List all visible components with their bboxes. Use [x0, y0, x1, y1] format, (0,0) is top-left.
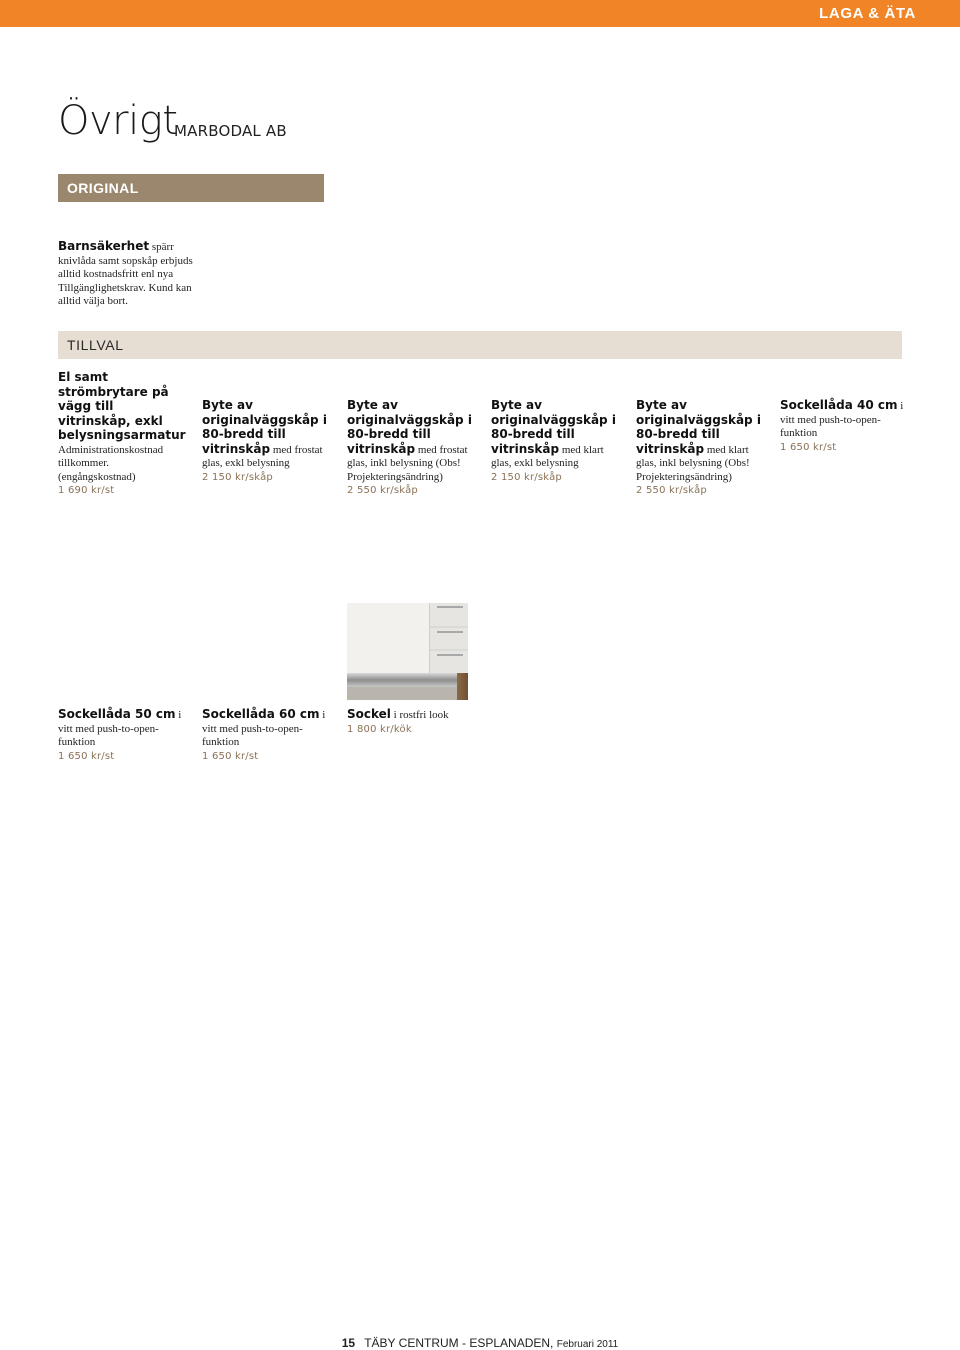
option-title: Byte av originalväggskåp i 80-bredd till vitrinskåp [636, 398, 761, 456]
tillval-heading-bar [58, 331, 902, 359]
option-title: Sockellåda 40 cm [780, 398, 898, 412]
option-price: 2 150 kr/skåp [202, 471, 273, 483]
option-title: Byte av originalväggskåp i 80-bredd till vitrinskåp [491, 398, 616, 456]
option-desc: med klart glas, exkl belysning [491, 443, 604, 469]
sockel-illustration [347, 603, 468, 700]
child-safety-text: spärr knivlåda samt sopskåp erbjuds alltid kostnadsfritt enl nya Tillgänglighetskrav. Kund kan alltid välja bort. [58, 241, 193, 307]
sockel-product-photo [347, 603, 468, 700]
option-item-vitrin-frost-exkl [202, 399, 332, 484]
option-price: 2 550 kr/skåp [347, 485, 418, 496]
option-item-sockel [347, 708, 477, 736]
option-desc: med frostat glas, inkl belysning (Obs! Projekteringsändring) [347, 443, 468, 483]
option-price: 1 650 kr/st [202, 750, 259, 762]
option-item-sockellada-50 [58, 708, 188, 763]
top-bar [0, 0, 960, 27]
option-price: 2 150 kr/skåp [491, 471, 562, 483]
page-number: 15 [341, 1336, 356, 1350]
option-item-vitrin-klart-exkl [491, 399, 621, 484]
option-item-vitrin-klart-inkl [636, 399, 766, 498]
original-heading-bar [58, 174, 324, 202]
section-label: LAGA & ÄTA [819, 5, 916, 22]
option-item-vitrin-frost-inkl [347, 399, 477, 498]
option-price: 1 650 kr/st [780, 441, 837, 453]
option-price: 1 650 kr/st [58, 750, 115, 762]
option-title: El samt strömbrytare på vägg till vitrinskåp, exkl belysningsarmatur [58, 370, 186, 442]
tillval-heading: TILLVAL [67, 337, 124, 353]
option-desc: i vitt med push-to-open-funktion [58, 709, 182, 748]
option-title: Sockel [347, 707, 391, 721]
option-title: Byte av originalväggskåp i 80-bredd till vitrinskåp [347, 398, 472, 456]
child-safety-title: Barnsäkerhet [58, 239, 150, 253]
option-title: Byte av originalväggskåp i 80-bredd till vitrinskåp [202, 398, 327, 456]
page-footer [0, 1336, 960, 1350]
publication-date: Februari 2011 [556, 1339, 619, 1350]
child-safety-note [58, 240, 193, 309]
option-desc: i vitt med push-to-open-funktion [202, 709, 326, 748]
option-price: 1 800 kr/kök [347, 723, 412, 735]
option-title: Sockellåda 50 cm [58, 707, 176, 721]
option-desc: i vitt med push-to-open-funktion [780, 400, 904, 439]
project-name: TÄBY CENTRUM - ESPLANADEN, [364, 1336, 554, 1350]
option-desc: i rostfri look [393, 709, 449, 721]
option-item-sockellada-60 [202, 708, 332, 763]
option-admin-note: Administrationskostnad tillkommer. (engångskostnad) [58, 443, 164, 483]
page-title: Övrigt [58, 98, 178, 144]
option-item-sockellada-40 [780, 399, 905, 454]
option-title: Sockellåda 60 cm [202, 707, 320, 721]
page-subtitle: MARBODAL AB [174, 122, 287, 140]
option-price: 1 690 kr/st [58, 485, 115, 496]
option-item-electrical [58, 371, 188, 498]
option-price: 2 550 kr/skåp [636, 485, 707, 496]
original-heading: ORIGINAL [67, 180, 139, 196]
option-desc: med frostat glas, exkl belysning [202, 443, 323, 469]
option-desc: med klart glas, inkl belysning (Obs! Projekteringsändring) [636, 443, 750, 483]
